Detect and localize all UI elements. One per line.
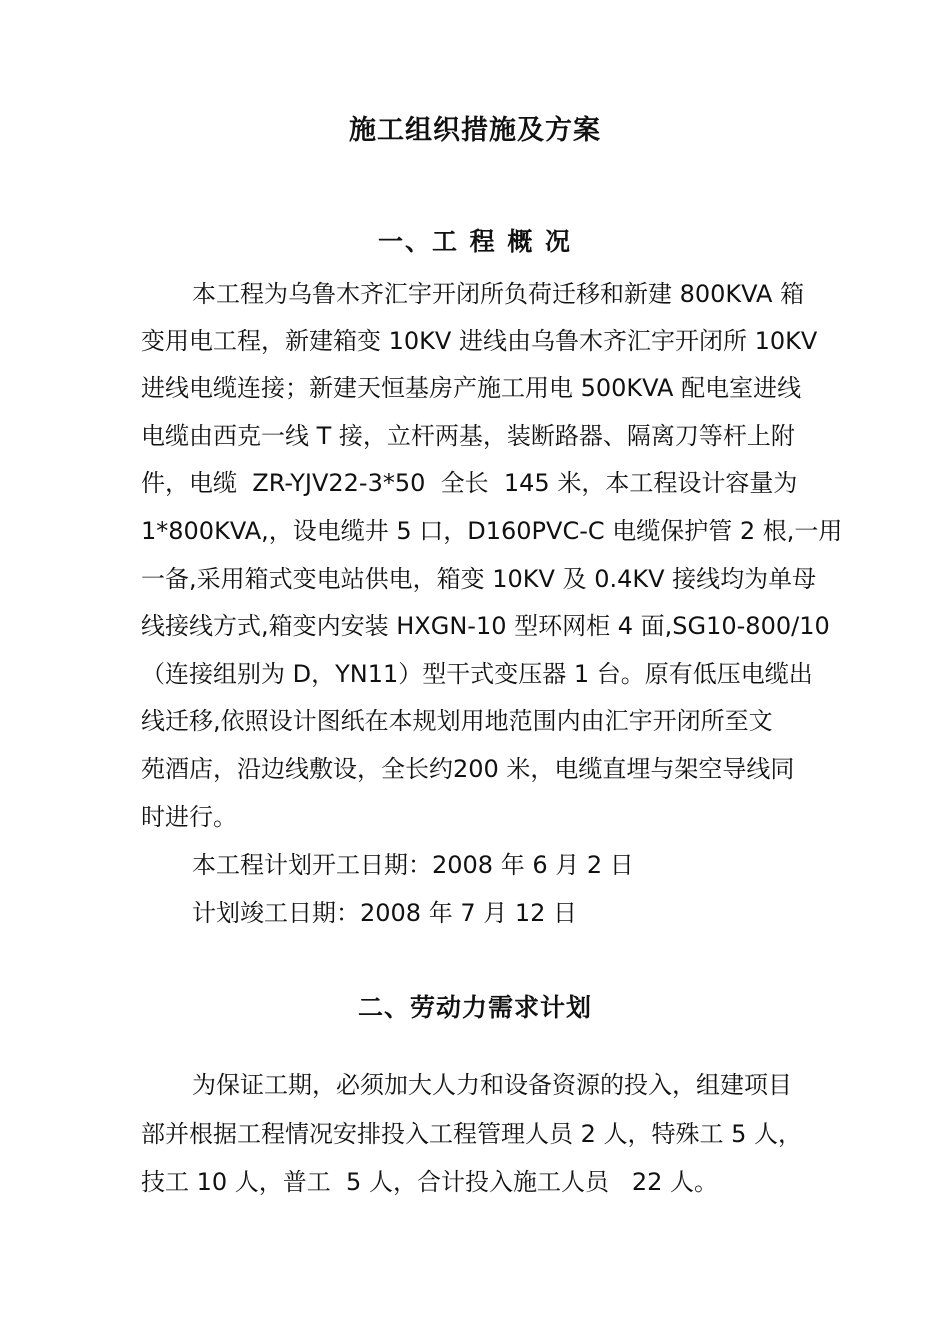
paragraph-line: 一备,采用箱式变电站供电，箱变 10KV 及 0.4KV 接线均为单母 xyxy=(141,565,817,593)
paragraph-line: 进线电缆连接；新建天恒基房产施工用电 500KVA 配电室进线 xyxy=(141,374,802,402)
paragraph-line: 本工程为乌鲁木齐汇宇开闭所负荷迁移和新建 800KVA 箱 xyxy=(192,280,805,308)
section-heading-overview: 一、工 程 概 况 xyxy=(377,227,573,256)
paragraph-line: 时进行。 xyxy=(141,803,237,831)
paragraph-line: 电缆由西克一线 T 接，立杆两基，装断路器、隔离刀等杆上附 xyxy=(141,422,795,450)
paragraph-line: 线接线方式,箱变内安装 HXGN-10 型环网柜 4 面,SG10-800/10 xyxy=(141,612,830,640)
document-title: 施工组织措施及方案 xyxy=(349,115,601,146)
paragraph-line: （连接组别为 D，YN11）型干式变压器 1 台。原有低压电缆出 xyxy=(141,660,813,688)
paragraph-line: 变用电工程，新建箱变 10KV 进线由乌鲁木齐汇宇开闭所 10KV xyxy=(141,327,818,355)
paragraph-line: 为保证工期，必须加大人力和设备资源的投入，组建项目 xyxy=(192,1071,792,1099)
start-date-line: 本工程计划开工日期：2008 年 6 月 2 日 xyxy=(192,851,634,879)
paragraph-line: 件，电缆 ZR-YJV22-3*50 全长 145 米，本工程设计容量为 xyxy=(141,469,798,497)
paragraph-line: 技工 10 人，普工 5 人，合计投入施工人员 22 人。 xyxy=(141,1168,719,1196)
section-heading-labor: 二、劳动力需求计划 xyxy=(357,993,592,1022)
paragraph-line: 部并根据工程情况安排投入工程管理人员 2 人，特殊工 5 人， xyxy=(141,1120,803,1148)
paragraph-line: 1*800KVA,，设电缆井 5 口，D160PVC-C 电缆保护管 2 根,一用 xyxy=(141,517,843,545)
paragraph-line: 线迁移,依照设计图纸在本规划用地范围内由汇宇开闭所至文 xyxy=(141,707,773,735)
paragraph-line: 苑酒店，沿边线敷设，全长约200 米，电缆直埋与架空导线同 xyxy=(141,755,795,783)
end-date-line: 计划竣工日期：2008 年 7 月 12 日 xyxy=(192,899,578,927)
